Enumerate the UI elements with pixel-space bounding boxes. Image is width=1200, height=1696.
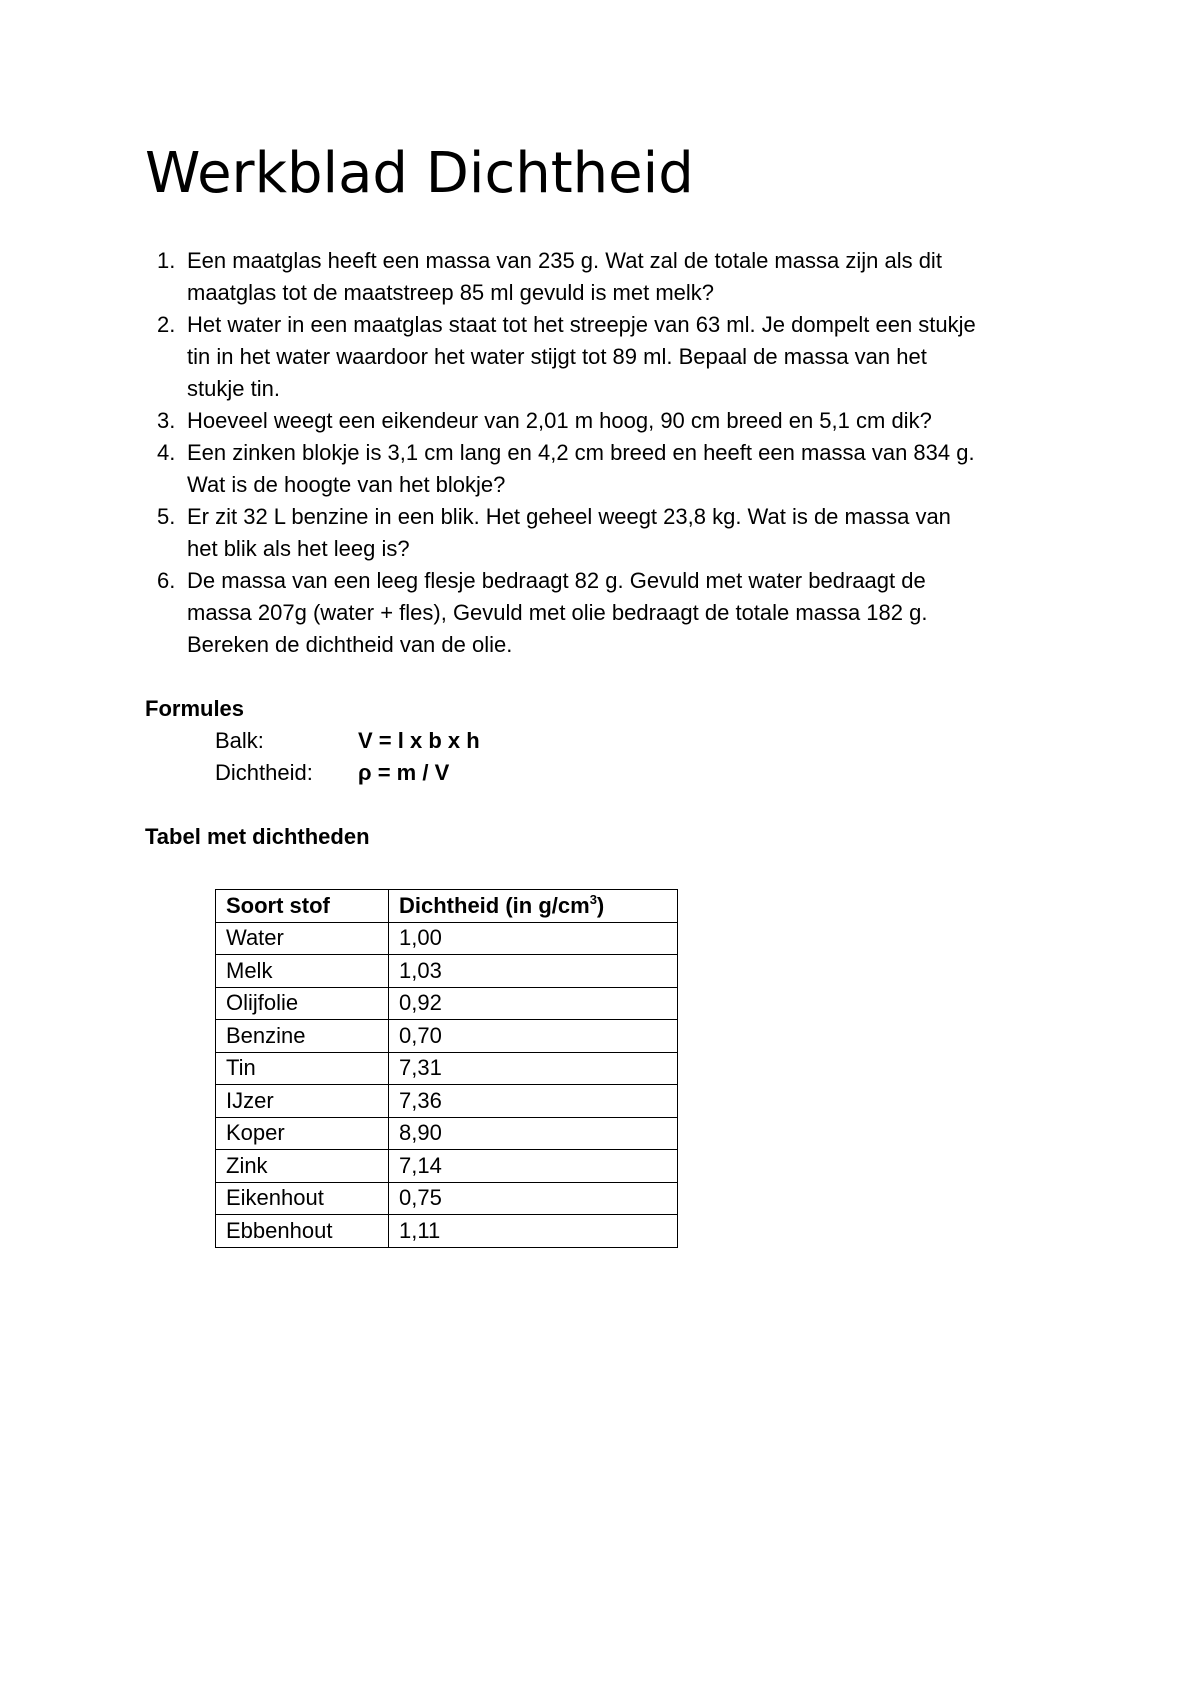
table-row <box>216 1182 678 1215</box>
question-line: Het water in een maatglas staat tot het streepje van 63 ml. Je dompelt een stukje <box>187 312 976 337</box>
formulas-heading: Formules <box>145 696 245 721</box>
question-line: maatglas tot de maatstreep 85 ml gevuld is met melk? <box>187 280 715 305</box>
question-line: Hoeveel weegt een eikendeur van 2,01 m hoog, 90 cm breed en 5,1 cm dik? <box>187 408 932 433</box>
question-line: De massa van een leeg flesje bedraagt 82 g. Gevuld met water bedraagt de <box>187 568 926 593</box>
question-line: tin in het water waardoor het water stijgt tot 89 ml. Bepaal de massa van het <box>187 344 927 369</box>
cell-dichtheid: 7,36 <box>389 1085 678 1118</box>
table-row <box>216 1150 678 1183</box>
table-row <box>216 1117 678 1150</box>
density-table <box>215 889 678 1248</box>
question-item <box>145 501 1075 565</box>
question-item <box>145 437 1075 501</box>
column-header-text: Dichtheid (in g/cm <box>399 892 590 918</box>
question-line: Een maatglas heeft een massa van 235 g. Wat zal de totale massa zijn als dit <box>187 248 942 273</box>
question-number: 1. <box>157 248 176 273</box>
column-header-dichtheid <box>389 890 678 923</box>
cell-stof: Tin <box>216 1052 389 1085</box>
formula-row-dichtheid <box>215 757 449 789</box>
question-number: 6. <box>157 568 176 593</box>
formula-expression: V = l x b x h <box>358 728 480 753</box>
cell-stof: Water <box>216 922 389 955</box>
table-heading: Tabel met dichtheden <box>145 824 370 849</box>
question-item <box>145 405 1075 437</box>
page-title: Werkblad Dichtheid <box>145 141 694 206</box>
table-row <box>216 1085 678 1118</box>
question-number: 3. <box>157 408 176 433</box>
table-row <box>216 987 678 1020</box>
table-row <box>216 1052 678 1085</box>
question-number: 2. <box>157 312 176 337</box>
table-row <box>216 1215 678 1248</box>
table-row <box>216 955 678 988</box>
cell-dichtheid: 1,00 <box>389 922 678 955</box>
question-item <box>145 309 1075 405</box>
formula-row-balk <box>215 725 480 757</box>
question-item <box>145 565 1075 661</box>
column-header-stof: Soort stof <box>216 890 389 923</box>
question-line: Wat is de hoogte van het blokje? <box>187 472 506 497</box>
cell-dichtheid: 7,14 <box>389 1150 678 1183</box>
question-line: Een zinken blokje is 3,1 cm lang en 4,2 cm breed en heeft een massa van 834 g. <box>187 440 975 465</box>
cell-dichtheid: 0,75 <box>389 1182 678 1215</box>
cell-stof: IJzer <box>216 1085 389 1118</box>
cell-dichtheid: 0,70 <box>389 1020 678 1053</box>
cell-stof: Eikenhout <box>216 1182 389 1215</box>
cell-stof: Koper <box>216 1117 389 1150</box>
cell-stof: Ebbenhout <box>216 1215 389 1248</box>
question-number: 5. <box>157 504 176 529</box>
table-row <box>216 922 678 955</box>
cell-dichtheid: 0,92 <box>389 987 678 1020</box>
cell-stof: Melk <box>216 955 389 988</box>
question-line: Er zit 32 L benzine in een blik. Het geheel weegt 23,8 kg. Wat is de massa van <box>187 504 951 529</box>
question-item <box>145 245 1075 309</box>
superscript-exponent: 3 <box>589 891 597 907</box>
cell-stof: Zink <box>216 1150 389 1183</box>
question-line: massa 207g (water + fles), Gevuld met olie bedraagt de totale massa 182 g. <box>187 600 928 625</box>
cell-stof: Benzine <box>216 1020 389 1053</box>
question-list <box>145 245 1075 661</box>
formula-label: Balk: <box>215 728 264 753</box>
formula-label: Dichtheid: <box>215 760 313 785</box>
formula-expression: ρ = m / V <box>358 760 450 785</box>
question-line: Bereken de dichtheid van de olie. <box>187 632 513 657</box>
cell-dichtheid: 1,11 <box>389 1215 678 1248</box>
cell-dichtheid: 7,31 <box>389 1052 678 1085</box>
question-line: stukje tin. <box>187 376 280 401</box>
cell-dichtheid: 1,03 <box>389 955 678 988</box>
table-row <box>216 1020 678 1053</box>
question-number: 4. <box>157 440 176 465</box>
cell-dichtheid: 8,90 <box>389 1117 678 1150</box>
cell-stof: Olijfolie <box>216 987 389 1020</box>
table-header-row <box>216 890 678 923</box>
question-line: het blik als het leeg is? <box>187 536 410 561</box>
column-header-close: ) <box>596 892 605 918</box>
